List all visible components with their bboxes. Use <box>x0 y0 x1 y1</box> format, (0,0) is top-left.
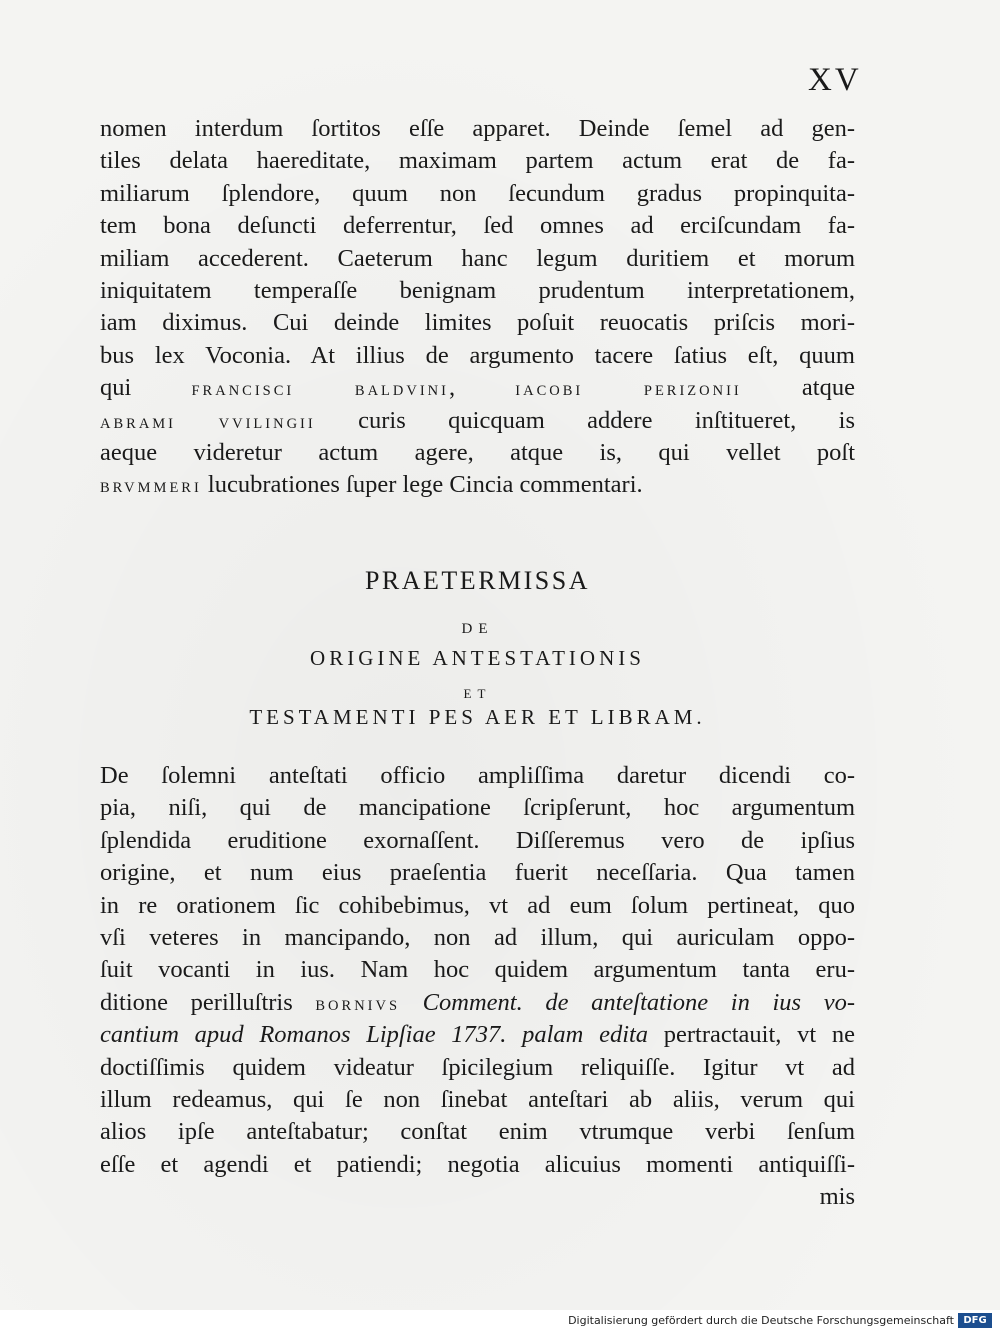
text-line: iam diximus. Cui deinde limites poſuit reuocatis priſcis mori- <box>100 309 855 337</box>
small-caps-name: IACOBI PERIZONII <box>515 383 742 400</box>
text-line: eſſe et agendi et patiendi; negotia alicuius momenti antiquiſſi- <box>100 1150 855 1178</box>
section-subtitle-et: ET <box>463 686 492 701</box>
section-subtitle-testamenti: TESTAMENTI PES AER ET LIBRAM. <box>249 705 706 729</box>
page-number: XV <box>808 62 862 98</box>
text-line: De ſolemni anteſtati officio ampliſſima daretur dicendi co- <box>100 762 855 789</box>
text-line: in re orationem ſic cohibebimus, vt ad eum ſolum pertineat, quo <box>100 891 855 919</box>
text-line: vſi veteres in mancipando, non ad illum, qui auriculam oppo- <box>100 923 855 951</box>
italic-citation: cantium apud Romanos Lipſiae 1737. palam edita <box>100 1021 649 1049</box>
text-run: ditione perilluſtris <box>100 988 316 1016</box>
text-line: tem bona deſuncti deferrentur, ſed omnes ad erciſcundam fa- <box>100 212 855 240</box>
text-line <box>100 987 855 1019</box>
footer <box>0 1310 1000 1332</box>
text-line: origine, et num eius praeſentia fuerit neceſſaria. Qua tamen <box>100 859 855 887</box>
text-run: lucubrationes ſuper lege Cincia commentari. <box>201 471 643 499</box>
text-line: bus lex Voconia. At illius de argumento tacere ſatius eſt, quum <box>100 341 855 369</box>
paragraph-2 <box>100 760 855 1213</box>
text-line: miliam accederent. Caeterum hanc legum duritiem et morum <box>100 244 855 272</box>
section-subtitle-de: DE <box>461 621 494 637</box>
text-line: illum redeamus, qui ſe non ſinebat anteſtari ab aliis, verum qui <box>100 1085 855 1113</box>
text-line: ſuit vocanti in ius. Nam hoc quidem argumentum tanta eru- <box>100 956 855 984</box>
text-line: tiles delata haereditate, maximam partem actum erat de fa- <box>100 147 855 175</box>
text-line: doctiſſimis quidem videatur ſpicilegium reliquiſſe. Igitur vt ad <box>100 1053 855 1081</box>
text-run: atque <box>741 374 855 402</box>
dfg-logo-icon: DFG <box>958 1313 992 1328</box>
text-line <box>100 1019 855 1051</box>
text-line: mis <box>819 1183 855 1211</box>
italic-citation: Comment. de anteſtatione in ius vo- <box>400 988 855 1016</box>
text-line: nomen interdum ſortitos eſſe apparet. Deinde ſemel ad gen- <box>100 115 855 142</box>
text-run: curis quicquam addere inſtitueret, is <box>315 406 855 434</box>
paragraph-1 <box>100 113 855 502</box>
section-title: PRAETERMISSA <box>364 566 591 595</box>
text-line: miliarum ſplendore, quum non ſecundum gradus propinquita- <box>100 179 855 207</box>
text-line <box>100 405 855 437</box>
small-caps-name: BRVMMERI <box>100 480 202 497</box>
text-line: alios ipſe anteſtabatur; conſtat enim vtrumque verbi ſenſum <box>100 1118 855 1146</box>
small-caps-name: ABRAMI VVILINGII <box>100 415 316 432</box>
text-run: , <box>448 374 516 402</box>
text-line: pia, niſi, qui de mancipatione ſcripſerunt, hoc argumentum <box>100 794 855 822</box>
funding-notice: Digitalisierung gefördert durch die Deutsche Forschungsgemeinschaft <box>568 1314 954 1327</box>
section-subtitle-origin: ORIGINE ANTESTATIONIS <box>310 646 645 670</box>
small-caps-name: FRANCISCI BALDVINI <box>191 383 449 400</box>
text-line <box>100 372 855 404</box>
small-caps-name: BORNIVS <box>315 997 401 1014</box>
text-run: qui <box>100 374 192 402</box>
text-run: pertractauit, vt ne <box>648 1021 855 1049</box>
text-line: ſplendida eruditione exornaſſent. Diſſeremus vero de ipſius <box>100 826 855 854</box>
text-line <box>100 469 855 501</box>
text-line: aeque videretur actum agere, atque is, qui vellet poſt <box>100 438 855 466</box>
text-line: iniquitatem temperaſſe benignam prudentum interpretationem, <box>100 276 855 304</box>
